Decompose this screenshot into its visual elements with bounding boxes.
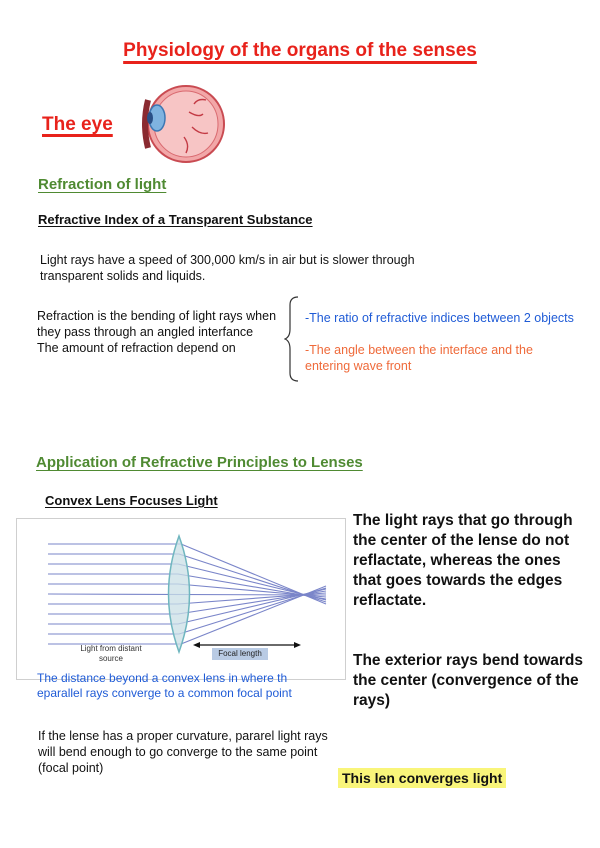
refraction-line-2: they pass through an angled interfance — [37, 325, 254, 339]
convex-lens-figure — [16, 518, 346, 680]
figure-label-source: Light from distant source — [80, 644, 142, 663]
curvature-note: If the lense has a proper curvature, pararel light rays will bend enough to go converge to the same point (focal point) — [38, 729, 328, 775]
eye-heading: The eye — [42, 114, 113, 135]
side-text-convergence: The exterior rays bend towards the center (convergence of the rays) — [353, 652, 583, 709]
factor-refractive-ratio: -The ratio of refractive indices between 2 objects — [305, 311, 574, 325]
refraction-line-1: Refraction is the bending of light rays when — [37, 309, 277, 323]
conclusion-highlight: This len converges light — [338, 768, 506, 788]
page-title: Physiology of the organs of the senses — [123, 40, 477, 61]
refraction-line-3: The amount of refraction depend on — [37, 341, 236, 355]
factor-interface-angle: -The angle between the interface and the entering wave front — [305, 343, 533, 373]
figure-label-focal-length: Focal length — [218, 649, 262, 658]
refractive-index-subheading: Refractive Index of a Transparent Substance — [38, 212, 313, 227]
eye-illustration — [134, 82, 226, 166]
curly-brace-icon — [284, 295, 304, 385]
speed-paragraph: Light rays have a speed of 300,000 km/s in air but is slower through transparent solids and liquids. — [40, 253, 415, 283]
refraction-heading: Refraction of light — [38, 176, 167, 193]
focal-point-caption: The distance beyond a convex lens in where th eparallel rays converge to a common focal point — [37, 671, 292, 700]
convex-lens-subheading: Convex Lens Focuses Light — [45, 493, 218, 508]
lenses-heading: Application of Refractive Principles to Lenses — [36, 454, 363, 471]
side-text-center-rays: The light rays that go through the center of the lense do not reflactate, whereas the ones that goes towards the edges reflactate. — [353, 512, 573, 609]
